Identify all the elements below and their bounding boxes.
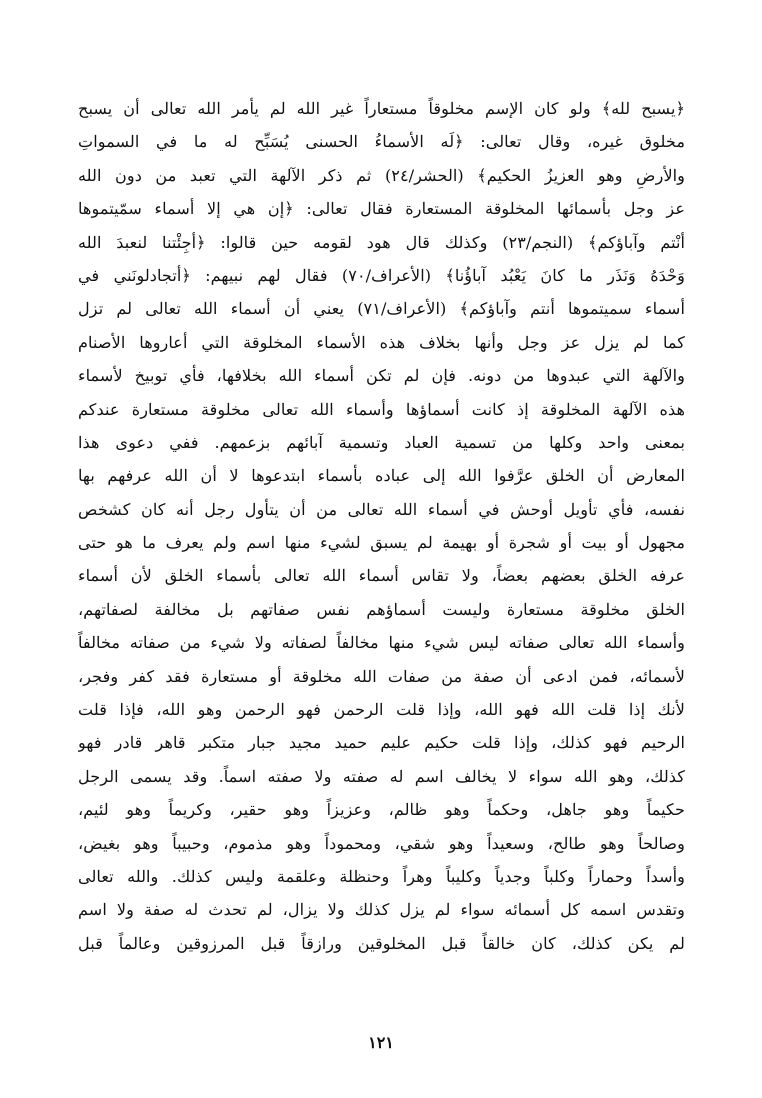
text-line: والأرضِ وهو العزيزُ الحكيم﴾ (الحشر/٢٤) ثم ذكر الآلهة التي تعبد من دون الله	[78, 165, 685, 185]
text-line: مخلوق غيره، وقال تعالى: ﴿لَه الأسماءُ الحسنى يُسَبِّح له ما في السمواتِ	[78, 132, 685, 152]
text-line: المعارض أن الخلق عرَّفوا الله إلى عباده بأسماء ابتدعوها لا أن الله عرفهم بها	[78, 466, 685, 486]
text-line: مجهول أو بيت أو شجرة أو بهيمة لم يسبق لشيء منها اسم ولم يعرف ما هو حتى	[78, 533, 685, 553]
text-line: وتقدس اسمه كل أسمائه سواء لم يزل كذلك ولا يزال، لم تحدث له صفة ولا اسم	[78, 900, 685, 920]
text-line: لم يكن كذلك، كان خالقاً قبل المخلوقين ورازقاً قبل المرزوقين وعالماً قبل	[78, 933, 685, 953]
text-line: وأسداً وحماراً وكلباً وجدياً وكليباً وهراً وحنظلة وعلقمة وليس كذلك. والله تعالى	[78, 866, 685, 886]
text-line: وأسماء الله تعالى صفاته ليس شيء منها مخالفاً لصفاته ولا شيء من صفاته مخالفاً	[78, 633, 685, 653]
text-line: الرحيم فهو كذلك، وإذا قلت حكيم عليم حميد مجيد جبار متكبر قاهر قادر فهو	[78, 733, 685, 753]
text-line: هذه الآلهة المخلوقة إذ كانت أسماؤها وأسماء الله تعالى مخلوقة مستعارة عندكم	[78, 399, 685, 419]
text-line: أسماء سميتموها أنتم وآباؤكم﴾ (الأعراف/٧١) يعني أن أسماء الله تعالى لم تزل	[78, 299, 685, 319]
body-text	[78, 92, 685, 960]
text-line: عرفه الخلق بعضهم بعضاً، ولا تقاس أسماء الله تعالى بأسماء الخلق لأن أسماء	[78, 566, 685, 586]
text-line: نفسه، فأي تأويل أوحش في أسماء الله تعالى من أن يتأول رجل أنه كان كشخص	[78, 499, 685, 519]
text-line: عز وجل بأسمائها المخلوقة المستعارة فقال تعالى: ﴿إن هي إلا أسماء سمّيتموها	[78, 199, 685, 219]
text-line: بمعنى واحد وكلها من تسمية العباد وتسمية آبائهم بزعمهم. ففي دعوى هذا	[78, 432, 685, 452]
text-line: لأنك إذا قلت الله فهو الله، وإذا قلت الرحمن فهو الرحمن وهو الله، فإذا قلت	[78, 700, 685, 720]
text-line: حكيماً وهو جاهل، وحكماً وهو ظالم، وعزيزاً وهو حقير، وكريماً وهو لئيم،	[78, 800, 685, 820]
text-line: الخلق مخلوقة مستعارة وليست أسماؤهم نفس صفاتهم بل مخالفة لصفاتهم،	[78, 599, 685, 619]
page-number: ١٢١	[368, 1033, 394, 1052]
text-line: كما لم يزل عز وجل وأنها بخلاف هذه الأسماء المخلوقة التي أعاروها الأصنام	[78, 332, 685, 352]
text-line: والآلهة التي عبدوها من دونه. فإن لم تكن أسماء الله بخلافها، فأي توبيخ لأسماء	[78, 366, 685, 386]
text-line: وَحْدَهُ وَنَذَر ما كانَ يَعْبُد آباؤُنا﴾ (الأعراف/٧٠) فقال لهم نبيهم: ﴿أتجادلونَني في	[78, 265, 685, 285]
text-line: وصالحاً وهو طالح، وسعيداً وهو شقي، ومحموداً وهو مذموم، وحبيباً وهو بغيض،	[78, 833, 685, 853]
text-line: ﴿يسبح لله﴾ ولو كان الإسم مخلوقاً مستعاراً غير الله لم يأمر الله تعالى أن يسبح	[78, 99, 685, 118]
text-line: لأسمائه، فمن ادعى أن صفة من صفات الله مخلوقة أو مستعارة فقد كفر وفجر،	[78, 666, 685, 686]
text-line: كذلك، وهو الله سواء لا يخالف اسم له صفته ولا صفته اسماً. وقد يسمى الرجل	[78, 766, 685, 786]
text-line: أنْتم وآباؤكم﴾ (النجم/٢٣) وكذلك قال هود لقومه حين قالوا: ﴿أجِئْتنا لنعبدَ الله	[78, 232, 685, 252]
